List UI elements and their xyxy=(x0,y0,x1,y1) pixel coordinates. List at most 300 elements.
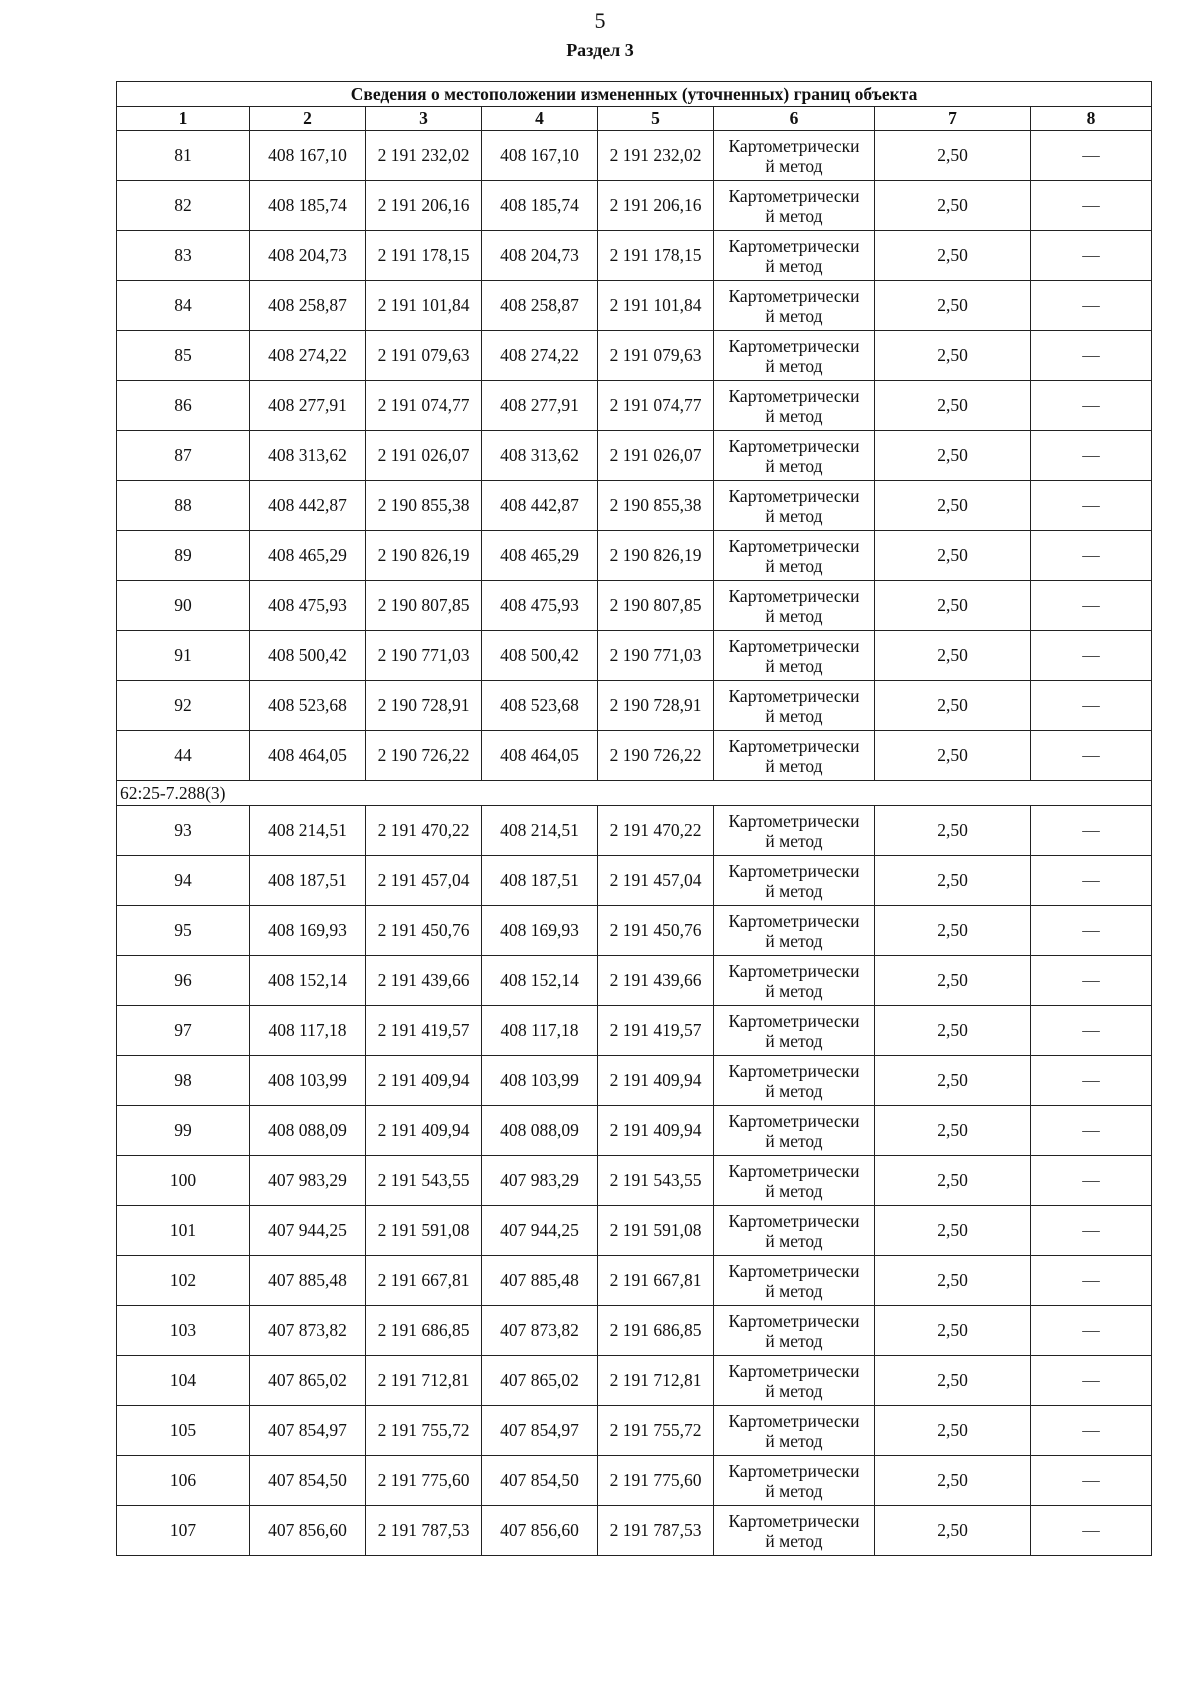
point-number-cell: 100 xyxy=(117,1156,250,1206)
method-line: й метод xyxy=(765,205,823,226)
description-cell: — xyxy=(1031,481,1152,531)
method-line: й метод xyxy=(765,355,823,376)
method-cell xyxy=(714,731,875,781)
table-row xyxy=(117,856,1152,906)
method-cell xyxy=(714,1456,875,1506)
y-coordinate-cell: 2 191 409,94 xyxy=(598,1056,714,1106)
y-coordinate-cell: 2 191 712,81 xyxy=(366,1356,482,1406)
y-coordinate-cell: 2 191 409,94 xyxy=(366,1056,482,1106)
x-coordinate-cell: 407 873,82 xyxy=(250,1306,366,1356)
method-line: Картометрически xyxy=(728,1260,860,1281)
method-line: й метод xyxy=(765,455,823,476)
table-row xyxy=(117,1406,1152,1456)
method-line: й метод xyxy=(765,1030,823,1051)
point-number-cell: 97 xyxy=(117,1006,250,1056)
x-coordinate-cell: 407 885,48 xyxy=(482,1256,598,1306)
y-coordinate-cell: 2 191 755,72 xyxy=(598,1406,714,1456)
table-row xyxy=(117,481,1152,531)
method-cell xyxy=(714,856,875,906)
precision-cell: 2,50 xyxy=(875,1506,1031,1556)
description-cell: — xyxy=(1031,1256,1152,1306)
precision-cell: 2,50 xyxy=(875,956,1031,1006)
x-coordinate-cell: 408 169,93 xyxy=(482,906,598,956)
table-row xyxy=(117,906,1152,956)
x-coordinate-cell: 408 442,87 xyxy=(482,481,598,531)
y-coordinate-cell: 2 190 807,85 xyxy=(366,581,482,631)
table-row xyxy=(117,1106,1152,1156)
method-line: Картометрически xyxy=(728,860,860,881)
method-line: Картометрически xyxy=(728,1460,860,1481)
y-coordinate-cell: 2 190 728,91 xyxy=(366,681,482,731)
x-coordinate-cell: 408 464,05 xyxy=(482,731,598,781)
y-coordinate-cell: 2 191 101,84 xyxy=(598,281,714,331)
point-number-cell: 85 xyxy=(117,331,250,381)
method-line: й метод xyxy=(765,1180,823,1201)
precision-cell: 2,50 xyxy=(875,181,1031,231)
precision-cell: 2,50 xyxy=(875,1206,1031,1256)
description-cell: — xyxy=(1031,431,1152,481)
x-coordinate-cell: 408 204,73 xyxy=(482,231,598,281)
x-coordinate-cell: 408 214,51 xyxy=(250,806,366,856)
description-cell: — xyxy=(1031,1406,1152,1456)
method-cell xyxy=(714,581,875,631)
x-coordinate-cell: 408 117,18 xyxy=(250,1006,366,1056)
method-line: Картометрически xyxy=(728,535,860,556)
point-number-cell: 94 xyxy=(117,856,250,906)
method-line: Картометрически xyxy=(728,135,860,156)
y-coordinate-cell: 2 191 101,84 xyxy=(366,281,482,331)
method-cell xyxy=(714,1006,875,1056)
method-cell xyxy=(714,956,875,1006)
description-cell: — xyxy=(1031,1006,1152,1056)
y-coordinate-cell: 2 190 728,91 xyxy=(598,681,714,731)
y-coordinate-cell: 2 191 206,16 xyxy=(366,181,482,231)
x-coordinate-cell: 408 187,51 xyxy=(250,856,366,906)
y-coordinate-cell: 2 191 457,04 xyxy=(366,856,482,906)
precision-cell: 2,50 xyxy=(875,1156,1031,1206)
x-coordinate-cell: 408 187,51 xyxy=(482,856,598,906)
x-coordinate-cell: 408 274,22 xyxy=(482,331,598,381)
method-cell xyxy=(714,231,875,281)
table-row xyxy=(117,1506,1152,1556)
method-line: й метод xyxy=(765,505,823,526)
table-row xyxy=(117,1156,1152,1206)
method-line: Картометрически xyxy=(728,385,860,406)
table-row xyxy=(117,181,1152,231)
method-cell xyxy=(714,1156,875,1206)
point-number-cell: 82 xyxy=(117,181,250,231)
table-row xyxy=(117,131,1152,181)
table-row xyxy=(117,581,1152,631)
method-line: й метод xyxy=(765,1430,823,1451)
table-row xyxy=(117,631,1152,681)
point-number-cell: 102 xyxy=(117,1256,250,1306)
table-row xyxy=(117,731,1152,781)
method-line: й метод xyxy=(765,755,823,776)
description-cell: — xyxy=(1031,906,1152,956)
precision-cell: 2,50 xyxy=(875,231,1031,281)
y-coordinate-cell: 2 191 787,53 xyxy=(366,1506,482,1556)
y-coordinate-cell: 2 191 712,81 xyxy=(598,1356,714,1406)
point-number-cell: 92 xyxy=(117,681,250,731)
x-coordinate-cell: 408 464,05 xyxy=(250,731,366,781)
x-coordinate-cell: 408 465,29 xyxy=(250,531,366,581)
method-cell xyxy=(714,281,875,331)
description-cell: — xyxy=(1031,1206,1152,1256)
precision-cell: 2,50 xyxy=(875,481,1031,531)
coordinates-table xyxy=(116,81,1152,1556)
y-coordinate-cell: 2 191 419,57 xyxy=(366,1006,482,1056)
x-coordinate-cell: 407 944,25 xyxy=(482,1206,598,1256)
y-coordinate-cell: 2 191 667,81 xyxy=(366,1256,482,1306)
point-number-cell: 83 xyxy=(117,231,250,281)
method-line: й метод xyxy=(765,880,823,901)
y-coordinate-cell: 2 191 775,60 xyxy=(366,1456,482,1506)
x-coordinate-cell: 407 854,97 xyxy=(482,1406,598,1456)
table-row xyxy=(117,281,1152,331)
description-cell: — xyxy=(1031,531,1152,581)
x-coordinate-cell: 407 865,02 xyxy=(482,1356,598,1406)
method-cell xyxy=(714,806,875,856)
table-body xyxy=(117,131,1152,1556)
method-line: й метод xyxy=(765,305,823,326)
y-coordinate-cell: 2 191 457,04 xyxy=(598,856,714,906)
method-line: й метод xyxy=(765,705,823,726)
method-cell xyxy=(714,1406,875,1456)
description-cell: — xyxy=(1031,1306,1152,1356)
method-cell xyxy=(714,131,875,181)
y-coordinate-cell: 2 191 232,02 xyxy=(366,131,482,181)
description-cell: — xyxy=(1031,131,1152,181)
method-cell xyxy=(714,381,875,431)
method-line: Картометрически xyxy=(728,235,860,256)
x-coordinate-cell: 408 167,10 xyxy=(250,131,366,181)
description-cell: — xyxy=(1031,681,1152,731)
method-line: Картометрически xyxy=(728,1010,860,1031)
x-coordinate-cell: 407 873,82 xyxy=(482,1306,598,1356)
y-coordinate-cell: 2 191 450,76 xyxy=(598,906,714,956)
method-line: й метод xyxy=(765,405,823,426)
description-cell: — xyxy=(1031,806,1152,856)
point-number-cell: 87 xyxy=(117,431,250,481)
method-line: Картометрически xyxy=(728,1410,860,1431)
method-line: Картометрически xyxy=(728,810,860,831)
column-number-row xyxy=(117,107,1152,131)
method-line: й метод xyxy=(765,1330,823,1351)
x-coordinate-cell: 408 500,42 xyxy=(250,631,366,681)
y-coordinate-cell: 2 191 439,66 xyxy=(366,956,482,1006)
table-row xyxy=(117,1206,1152,1256)
precision-cell: 2,50 xyxy=(875,1006,1031,1056)
point-number-cell: 104 xyxy=(117,1356,250,1406)
point-number-cell: 106 xyxy=(117,1456,250,1506)
description-cell: — xyxy=(1031,956,1152,1006)
column-number-header: 5 xyxy=(598,107,714,131)
table-caption: Сведения о местоположении измененных (уточненных) границ объекта xyxy=(117,82,1152,107)
x-coordinate-cell: 408 152,14 xyxy=(250,956,366,1006)
x-coordinate-cell: 407 865,02 xyxy=(250,1356,366,1406)
description-cell: — xyxy=(1031,231,1152,281)
method-cell xyxy=(714,631,875,681)
description-cell: — xyxy=(1031,581,1152,631)
x-coordinate-cell: 407 885,48 xyxy=(250,1256,366,1306)
y-coordinate-cell: 2 191 232,02 xyxy=(598,131,714,181)
table-row xyxy=(117,531,1152,581)
table-row xyxy=(117,1056,1152,1106)
method-line: Картометрически xyxy=(728,635,860,656)
x-coordinate-cell: 408 277,91 xyxy=(250,381,366,431)
point-number-cell: 105 xyxy=(117,1406,250,1456)
y-coordinate-cell: 2 191 787,53 xyxy=(598,1506,714,1556)
method-line: й метод xyxy=(765,1480,823,1501)
y-coordinate-cell: 2 191 686,85 xyxy=(366,1306,482,1356)
method-line: Картометрически xyxy=(728,485,860,506)
x-coordinate-cell: 408 088,09 xyxy=(250,1106,366,1156)
point-number-cell: 93 xyxy=(117,806,250,856)
method-line: Картометрически xyxy=(728,435,860,456)
x-coordinate-cell: 408 185,74 xyxy=(250,181,366,231)
point-number-cell: 101 xyxy=(117,1206,250,1256)
method-line: й метод xyxy=(765,1380,823,1401)
precision-cell: 2,50 xyxy=(875,681,1031,731)
y-coordinate-cell: 2 190 771,03 xyxy=(366,631,482,681)
table-row xyxy=(117,956,1152,1006)
method-line: й метод xyxy=(765,555,823,576)
description-cell: — xyxy=(1031,856,1152,906)
table-caption-row xyxy=(117,82,1152,107)
y-coordinate-cell: 2 191 074,77 xyxy=(598,381,714,431)
precision-cell: 2,50 xyxy=(875,131,1031,181)
y-coordinate-cell: 2 191 591,08 xyxy=(366,1206,482,1256)
precision-cell: 2,50 xyxy=(875,581,1031,631)
method-line: й метод xyxy=(765,1280,823,1301)
x-coordinate-cell: 407 983,29 xyxy=(482,1156,598,1206)
y-coordinate-cell: 2 190 771,03 xyxy=(598,631,714,681)
y-coordinate-cell: 2 191 667,81 xyxy=(598,1256,714,1306)
method-cell xyxy=(714,481,875,531)
description-cell: — xyxy=(1031,331,1152,381)
precision-cell: 2,50 xyxy=(875,531,1031,581)
description-cell: — xyxy=(1031,181,1152,231)
description-cell: — xyxy=(1031,1056,1152,1106)
x-coordinate-cell: 408 258,87 xyxy=(250,281,366,331)
precision-cell: 2,50 xyxy=(875,806,1031,856)
method-line: й метод xyxy=(765,1530,823,1551)
description-cell: — xyxy=(1031,731,1152,781)
precision-cell: 2,50 xyxy=(875,1056,1031,1106)
x-coordinate-cell: 407 944,25 xyxy=(250,1206,366,1256)
x-coordinate-cell: 408 500,42 xyxy=(482,631,598,681)
column-number-header: 8 xyxy=(1031,107,1152,131)
table-row xyxy=(117,331,1152,381)
method-line: й метод xyxy=(765,830,823,851)
y-coordinate-cell: 2 190 826,19 xyxy=(366,531,482,581)
x-coordinate-cell: 408 258,87 xyxy=(482,281,598,331)
x-coordinate-cell: 408 167,10 xyxy=(482,131,598,181)
method-cell xyxy=(714,906,875,956)
method-line: Картометрически xyxy=(728,1360,860,1381)
table-row xyxy=(117,381,1152,431)
method-line: й метод xyxy=(765,655,823,676)
x-coordinate-cell: 407 856,60 xyxy=(250,1506,366,1556)
x-coordinate-cell: 408 465,29 xyxy=(482,531,598,581)
method-line: Картометрически xyxy=(728,285,860,306)
method-line: й метод xyxy=(765,1230,823,1251)
point-number-cell: 44 xyxy=(117,731,250,781)
method-cell xyxy=(714,431,875,481)
method-line: Картометрически xyxy=(728,585,860,606)
y-coordinate-cell: 2 191 409,94 xyxy=(366,1106,482,1156)
column-number-header: 7 xyxy=(875,107,1031,131)
method-line: й метод xyxy=(765,980,823,1001)
precision-cell: 2,50 xyxy=(875,906,1031,956)
x-coordinate-cell: 408 185,74 xyxy=(482,181,598,231)
table-row xyxy=(117,806,1152,856)
method-line: й метод xyxy=(765,255,823,276)
y-coordinate-cell: 2 191 775,60 xyxy=(598,1456,714,1506)
precision-cell: 2,50 xyxy=(875,1106,1031,1156)
method-cell xyxy=(714,1256,875,1306)
group-row xyxy=(117,781,1152,806)
x-coordinate-cell: 408 152,14 xyxy=(482,956,598,1006)
x-coordinate-cell: 408 277,91 xyxy=(482,381,598,431)
precision-cell: 2,50 xyxy=(875,1456,1031,1506)
y-coordinate-cell: 2 190 807,85 xyxy=(598,581,714,631)
point-number-cell: 103 xyxy=(117,1306,250,1356)
method-line: й метод xyxy=(765,930,823,951)
x-coordinate-cell: 408 117,18 xyxy=(482,1006,598,1056)
method-line: Картометрически xyxy=(728,1510,860,1531)
point-number-cell: 91 xyxy=(117,631,250,681)
description-cell: — xyxy=(1031,281,1152,331)
precision-cell: 2,50 xyxy=(875,331,1031,381)
method-line: Картометрически xyxy=(728,685,860,706)
x-coordinate-cell: 408 088,09 xyxy=(482,1106,598,1156)
y-coordinate-cell: 2 190 826,19 xyxy=(598,531,714,581)
x-coordinate-cell: 408 204,73 xyxy=(250,231,366,281)
point-number-cell: 99 xyxy=(117,1106,250,1156)
precision-cell: 2,50 xyxy=(875,1356,1031,1406)
description-cell: — xyxy=(1031,1156,1152,1206)
method-line: Картометрически xyxy=(728,185,860,206)
x-coordinate-cell: 407 854,50 xyxy=(482,1456,598,1506)
precision-cell: 2,50 xyxy=(875,1406,1031,1456)
y-coordinate-cell: 2 191 409,94 xyxy=(598,1106,714,1156)
point-number-cell: 84 xyxy=(117,281,250,331)
x-coordinate-cell: 408 442,87 xyxy=(250,481,366,531)
method-cell xyxy=(714,181,875,231)
method-cell xyxy=(714,331,875,381)
point-number-cell: 95 xyxy=(117,906,250,956)
x-coordinate-cell: 407 856,60 xyxy=(482,1506,598,1556)
point-number-cell: 86 xyxy=(117,381,250,431)
point-number-cell: 90 xyxy=(117,581,250,631)
table-row xyxy=(117,681,1152,731)
column-number-header: 4 xyxy=(482,107,598,131)
y-coordinate-cell: 2 191 178,15 xyxy=(366,231,482,281)
method-line: й метод xyxy=(765,605,823,626)
column-number-header: 3 xyxy=(366,107,482,131)
y-coordinate-cell: 2 191 178,15 xyxy=(598,231,714,281)
table-row xyxy=(117,1256,1152,1306)
x-coordinate-cell: 408 313,62 xyxy=(250,431,366,481)
y-coordinate-cell: 2 191 470,22 xyxy=(598,806,714,856)
precision-cell: 2,50 xyxy=(875,631,1031,681)
x-coordinate-cell: 408 169,93 xyxy=(250,906,366,956)
description-cell: — xyxy=(1031,381,1152,431)
method-line: Картометрически xyxy=(728,960,860,981)
table-row xyxy=(117,431,1152,481)
method-cell xyxy=(714,681,875,731)
method-line: й метод xyxy=(765,1080,823,1101)
x-coordinate-cell: 408 274,22 xyxy=(250,331,366,381)
y-coordinate-cell: 2 191 543,55 xyxy=(366,1156,482,1206)
precision-cell: 2,50 xyxy=(875,731,1031,781)
x-coordinate-cell: 407 854,97 xyxy=(250,1406,366,1456)
method-line: Картометрически xyxy=(728,1160,860,1181)
y-coordinate-cell: 2 191 450,76 xyxy=(366,906,482,956)
x-coordinate-cell: 408 313,62 xyxy=(482,431,598,481)
method-line: Картометрически xyxy=(728,335,860,356)
precision-cell: 2,50 xyxy=(875,281,1031,331)
table-row xyxy=(117,1006,1152,1056)
y-coordinate-cell: 2 191 591,08 xyxy=(598,1206,714,1256)
y-coordinate-cell: 2 191 074,77 xyxy=(366,381,482,431)
method-cell xyxy=(714,1306,875,1356)
method-cell xyxy=(714,1056,875,1106)
method-cell xyxy=(714,1506,875,1556)
x-coordinate-cell: 408 523,68 xyxy=(250,681,366,731)
method-cell xyxy=(714,1106,875,1156)
column-number-header: 2 xyxy=(250,107,366,131)
table-row xyxy=(117,1356,1152,1406)
y-coordinate-cell: 2 191 026,07 xyxy=(598,431,714,481)
y-coordinate-cell: 2 190 855,38 xyxy=(598,481,714,531)
method-cell xyxy=(714,531,875,581)
y-coordinate-cell: 2 190 726,22 xyxy=(366,731,482,781)
y-coordinate-cell: 2 191 026,07 xyxy=(366,431,482,481)
precision-cell: 2,50 xyxy=(875,856,1031,906)
description-cell: — xyxy=(1031,631,1152,681)
y-coordinate-cell: 2 191 419,57 xyxy=(598,1006,714,1056)
point-number-cell: 98 xyxy=(117,1056,250,1106)
x-coordinate-cell: 408 523,68 xyxy=(482,681,598,731)
y-coordinate-cell: 2 191 439,66 xyxy=(598,956,714,1006)
description-cell: — xyxy=(1031,1506,1152,1556)
y-coordinate-cell: 2 191 079,63 xyxy=(598,331,714,381)
column-number-header: 6 xyxy=(714,107,875,131)
method-cell xyxy=(714,1356,875,1406)
description-cell: — xyxy=(1031,1106,1152,1156)
method-line: Картометрически xyxy=(728,1060,860,1081)
description-cell: — xyxy=(1031,1456,1152,1506)
method-line: й метод xyxy=(765,1130,823,1151)
y-coordinate-cell: 2 191 206,16 xyxy=(598,181,714,231)
group-label: 62:25-7.288(3) xyxy=(117,781,1152,806)
method-line: Картометрически xyxy=(728,1110,860,1131)
y-coordinate-cell: 2 191 079,63 xyxy=(366,331,482,381)
x-coordinate-cell: 407 854,50 xyxy=(250,1456,366,1506)
method-line: Картометрически xyxy=(728,1210,860,1231)
page-number: 5 xyxy=(594,8,606,33)
method-cell xyxy=(714,1206,875,1256)
method-line: Картометрически xyxy=(728,735,860,756)
section-title: Раздел 3 xyxy=(566,40,634,60)
x-coordinate-cell: 408 475,93 xyxy=(482,581,598,631)
y-coordinate-cell: 2 191 470,22 xyxy=(366,806,482,856)
point-number-cell: 96 xyxy=(117,956,250,1006)
precision-cell: 2,50 xyxy=(875,431,1031,481)
